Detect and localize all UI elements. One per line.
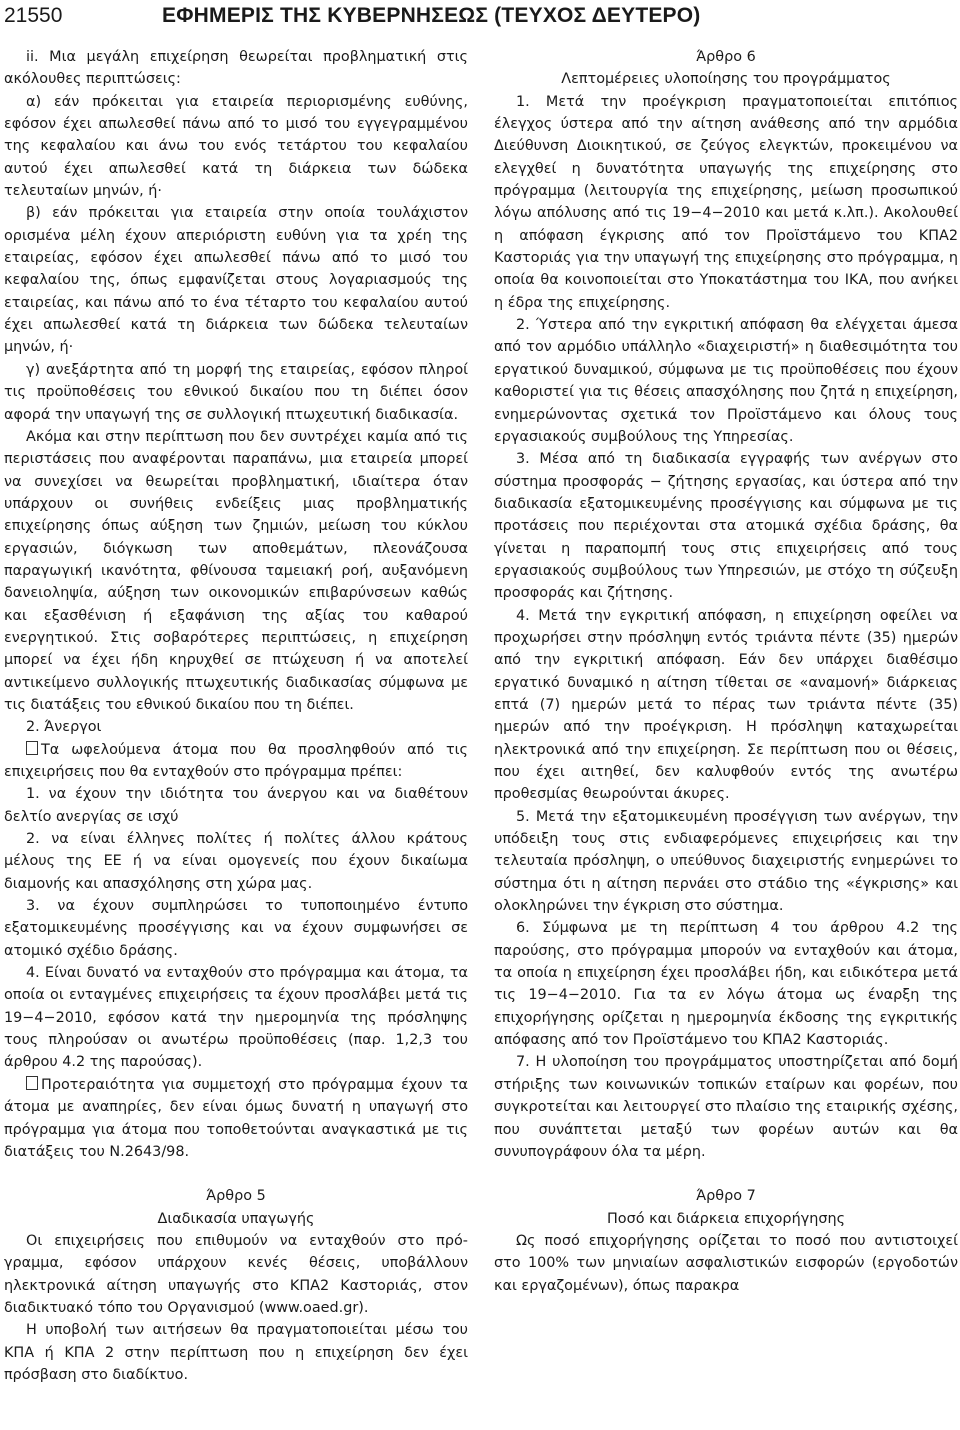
section-heading-unemployed: 2. Άνεργοι [26, 719, 102, 736]
spacer [494, 1163, 958, 1185]
paragraph: Οι επιχειρήσεις που επιθυμούν να ενταχθούν στο πρόγραμμα, εφόσον υπάρχουν κενές θέσεις, υποβάλλουν ηλεκτρονικά αίτηση υπαγωγής στο ΚΠΑ2 Καστοριάς, στον διαδικτυακό τόπο του Οργανισμού (www.oaed.gr). [4, 1232, 468, 1316]
paragraph: 7. Η υλοποίηση του προγράμματος υποστηρίζεται από δομή στήριξης των κοινωνικών τοπικών εταίρων και φορέων, που συγκροτείται και λειτουργεί στο πλαίσιο της εταιρικής σχέσης, που συνάπτεται μεταξύ των φορέων αυτών και θα συνυπογράφουν όλα τα μέρη. [494, 1054, 958, 1160]
paragraph: 3. να έχουν συμπληρώσει το τυποποιημένο έντυπο εξατομικευμένης προσέγγισης και να έχουν συμφωνήσει σε ατομικό σχέδιο δράσης. [4, 898, 468, 959]
paragraph: 4. Μετά την εγκριτική απόφαση, η επιχείρηση οφείλει να προχωρήσει στην πρόσληψη εντός τριάντα πέντε (35) ημερών από την εγκριτική απόφαση. Εάν δεν υπάρχει διαθέσιμο εργατικό δυναμικό η αίτηση τίθεται σε «αναμονή» διάρκειας επτά (7) ημερών μετά το πέρας των τριάντα πέντε (35) ημερών από την προέγκριση. Η πρόσληψη καταχωρείται ηλεκτρονικά από την επιχείρηση. Σε περίπτωση που οι θέσεις, που έχει αιτηθεί, δεν καλυφθούν εντός της ανωτέρω προθεσμίας θεωρούνται άκυρες. [494, 607, 958, 803]
right-column [494, 46, 958, 1297]
article-6-heading: Άρθρο 6 [696, 49, 756, 65]
article-6-title: Λεπτομέρειες υλοποίησης του προγράμματος [561, 71, 891, 88]
page-number: 21550 [4, 4, 63, 27]
paragraph-text: Τα ωφελούμενα άτομα που θα προσληφθούν από τις επιχειρήσεις που θα ενταχθούν στο πρόγραμμα πρέπει: [4, 741, 468, 780]
paragraph: 1. να έχουν την ιδιότητα του άνεργου και να διαθέτουν δελτίο ανεργίας σε ισχύ [4, 786, 468, 825]
paragraph: 2. Ύστερα από την εγκριτική απόφαση θα ελέγχεται άμεσα από τον αρμόδιο υπάλληλο «διαχειριστή» η διαθεσιμότητα του εργατικού δυναμικού, σύμφωνα με τις προϋποθέσεις που έχουν καθοριστεί για τις θέσεις απασχόλησης που ζητά η επιχείρηση, ενημερώνοντας σχετικά τον Προϊστάμενο και όλους τους εργασιακούς συμβούλους της Υπηρεσίας. [494, 317, 958, 445]
paragraph: Ως ποσό επιχορήγησης ορίζεται το ποσό που αντιστοιχεί στο 100% των μηνιαίων ασφαλιστικών εισφορών (εργοδοτών και εργαζομένων), όπως παρακρα [494, 1232, 958, 1294]
paragraph: 6. Σύμφωνα με τη περίπτωση 4 του άρθρου 4.2 της παρούσης, στο πρόγραμμα μπορούν να ενταχθούν και άτομα, τα οποία η επιχείρηση έχει προσλάβει ήδη, και ειδικότερα μετά τις 19−4−2010. Για τα εν λόγω άτομα ως έναρξη της επιχορήγησης ορίζεται η ημερομηνία έκδοσης της εγκριτικής απόφασης από τον Προϊστάμενο του ΚΠΑ2 Καστοριάς. [494, 920, 958, 1049]
paragraph: 4. Είναι δυνατό να ενταχθούν στο πρόγραμμα και άτομα, τα οποία οι ενταγμένες επιχειρήσεις τα έχουν προσλάβει μετά τις 19−4−2010, εφόσον κατά την ημερομηνία της πρόσληψης τους πληρούσαν οι ανωτέρω προϋποθέσεις (παρ. 1,2,3 του άρθρου 4.2 της παρούσας). [4, 965, 468, 1071]
paragraph [4, 1074, 468, 1163]
paragraph [4, 739, 468, 784]
paragraph: Ακόμα και στην περίπτωση που δεν συντρέχει καμία από τις περιστάσεις που αναφέρονται παραπάνω, μια εταιρεία μπορεί να συνεχίσει να θεωρείται προβληματική, ιδιαίτερα όταν υπάρχουν οι συνήθεις ενδείξεις μιας προβληματικής επιχείρησης όπως αύξηση των ζημιών, μείωση του κύκλου εργασιών, διόγκωση των αποθεμάτων, πλεονάζουσα παραγωγική ικανότητα, φθίνουσα ταμειακή ροή, αυξανόμενη δανειοληψία, αύξηση των οικονομικών επιβαρύνσεων καθώς και εξασθένιση ή εξαφάνιση της αξίας του καθαρού ενεργητικού. Στις σοβαρότερες περιπτώσεις, η επιχείρηση μπορεί να έχει ήδη κηρυχθεί σε πτώχευση ή να αποτελεί αντικείμενο συλλογικής πτωχευτικής διαδικασίας σύμφωνα με τις διατάξεις του εθνικού δικαίου που τη διέπει. [4, 428, 468, 713]
paragraph: ii. Μια μεγάλη επιχείρηση θεωρείται προβληματική στις ακόλουθες περιπτώσεις: [4, 49, 468, 88]
gazette-title: ΕΦΗΜΕΡΙΣ ΤΗΣ ΚΥΒΕΡΝΗΣΕΩΣ (ΤΕΥΧΟΣ ΔΕΥΤΕΡΟ) [162, 4, 701, 27]
paragraph: β) εάν πρόκειται για εταιρεία στην οποία τουλάχιστον ορισμένα μέλη έχουν απεριόριστη ευθύνη για τα χρέη της εταιρείας, εφόσον έχει απωλεσθεί πάνω από το μισό του κεφαλαίου της, όπως εμφανίζεται στους λογαριασμούς της εταιρείας, και πάνω από το ένα τέταρτο του κεφαλαίου αυτού έχει απωλεσθεί κατά τη διάρκεια των δώδεκα τελευταίων μηνών, ή· [4, 205, 468, 356]
left-column [4, 46, 468, 1386]
article-7-title: Ποσό και διάρκεια επιχορήγησης [606, 1210, 846, 1227]
paragraph: 5. Μετά την εξατομικευμένη προσέγγιση των ανέργων, την υπόδειξη τους στις ενδιαφερόμενες επιχειρήσεις και την τελευταία πρόσληψη, ο υπεύθυνος διαχειριστής ενημερώνει το σύστημα ότι η αίτηση περνάει στο στάδιο της «έγκρισης» και ολοκληρώνει την έγκριση στο σύστημα. [494, 808, 958, 915]
article-5-heading: Άρθρο 5 [206, 1188, 266, 1205]
paragraph: Η υποβολή των αιτήσεων θα πραγματοποιείται μέσω του ΚΠΑ ή ΚΠΑ 2 στην περίπτωση που η επιχείρηση δεν έχει πρόσβαση στο διαδίκτυο. [4, 1322, 468, 1383]
spacer [4, 1163, 468, 1185]
bullet-box-icon [26, 1076, 38, 1090]
page-header [4, 2, 956, 30]
paragraph: α) εάν πρόκειται για εταιρεία περιορισμένης ευθύνης, εφόσον έχει απωλεσθεί πάνω από το μισό του εγγεγραμμένου της κεφαλαίου και άνω του ενός τετάρτου του κεφαλαίου αυτού έχει απωλεσθεί κατά τη διάρκεια των δώδεκα τελευταίων μηνών, ή· [4, 93, 468, 200]
paragraph: γ) ανεξάρτητα από τη μορφή της εταιρείας, εφόσον πληροί τις προϋποθέσεις του εθνικού δικαίου που τη διέπει όσον αφορά την υπαγωγή της σε συλλογική πτωχευτική διαδικασία. [4, 361, 468, 423]
article-7-heading: Άρθρο 7 [696, 1188, 756, 1205]
paragraph: 1. Μετά την προέγκριση πραγματοποιείται επιτόπιος έλεγχος ύστερα από την αίτηση ανάθεσης από την αρμόδια Διεύθυνση Διοικητικού, σε ζεύγος ελεγκτών, προκειμένου να ελεγχθεί η δυνατότητα υπαγωγής της επιχείρησης στο πρόγραμμα (λειτουργία της επιχείρησης, μείωση προσωπικού λόγω απόλυσης από τις 19−4−2010 και μετά κ.λπ.). Ακολουθεί η απόφαση έγκρισης από τον Προϊστάμενο του ΚΠΑ2 Καστοριάς για την υπαγωγή της επιχείρησης στο πρόγραμμα, η οποία θα κοινοποιείται στο Υποκατάστημα του ΙΚΑ, που ανήκει η έδρα της επιχείρησης. [494, 93, 958, 311]
paragraph: 2. να είναι έλληνες πολίτες ή πολίτες άλλου κράτους μέλους της ΕΕ ή να είναι ομογενείς που έχουν δικαίωμα διαμονής και απασχόλησης στη χώρα μας. [4, 831, 468, 892]
paragraph: 3. Μέσα από τη διαδικασία εγγραφής των ανέργων στο σύστημα προσφοράς − ζήτησης εργασίας, και ύστερα από την διαδικασία εξατομικευμένης προσέγγισης και σύμφωνα με τις προτάσεις που περιέχονται στα ατομικά σχέδια δράσης, θα γίνεται η παραπομπή τους στις επιχειρήσεις από τους εργασιακούς συμβούλους των Υπηρεσιών, με στόχο τη σύζευξη προσφοράς και ζήτησης. [494, 451, 958, 602]
paragraph-text: Προτεραιότητα για συμμετοχή στο πρόγραμμα έχουν τα άτομα με αναπηρίες, δεν είναι όμως δυνατή η υπαγωγή στο πρόγραμμα για άτομα που τοποθετούνται αναγκαστικά με τις διατάξεις του Ν.2643/98. [4, 1076, 468, 1160]
bullet-box-icon [26, 741, 38, 755]
article-5-title: Διαδικασία υπαγωγής [157, 1210, 315, 1227]
